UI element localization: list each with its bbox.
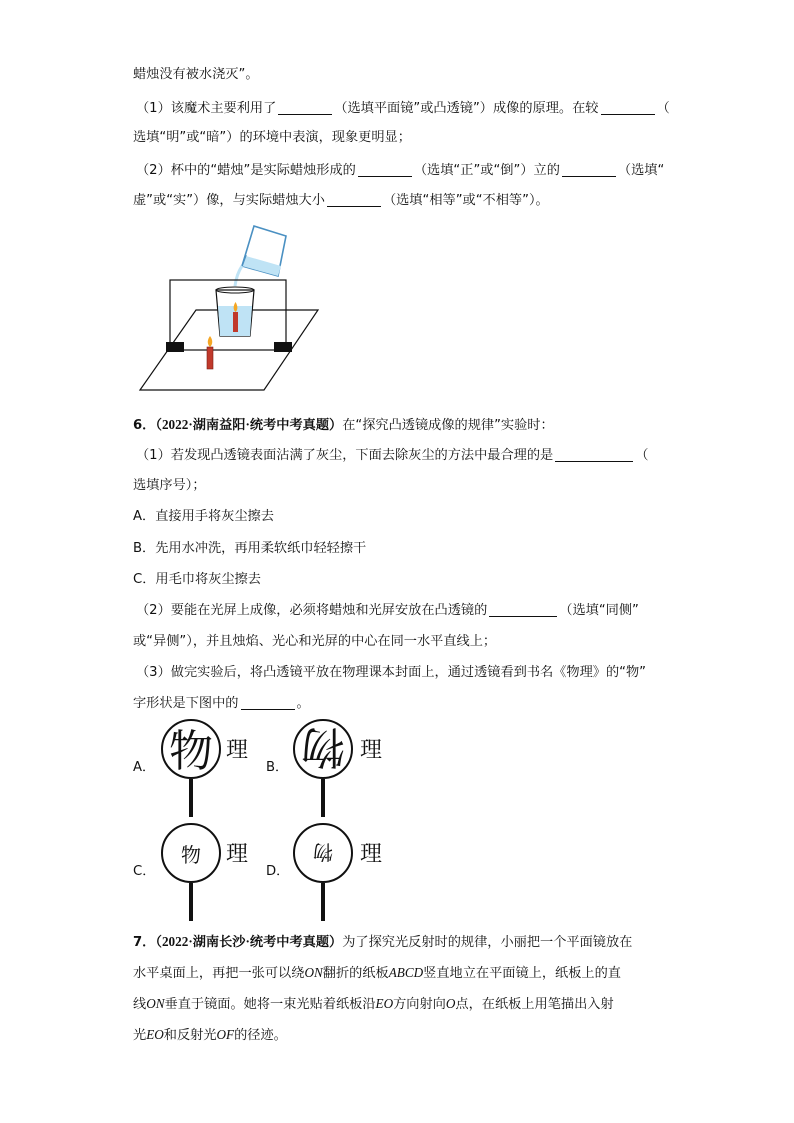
option-letter: D． (266, 864, 290, 879)
answer-blank[interactable] (601, 100, 655, 115)
q7-line2: 水平桌面上，再把一张可以绕ON翻折的纸板ABCD竖直地立在平面镜上，纸板上的直 (133, 965, 621, 981)
q7-line4: 光EO和反射光OF的径迹。 (133, 1027, 287, 1043)
clip-left (166, 342, 184, 352)
li-char: 理 (226, 738, 249, 763)
q6-part3-line1: （3）做完实验后，将凸透镜平放在物理课本封面上，通过透镜看到书名《物理》的“物” (136, 665, 646, 680)
real-candle (207, 336, 213, 369)
q6-part1-line1: （1）若发现凸透镜表面沾满了灰尘，下面去除灰尘的方法中最合理的是 （ (136, 448, 649, 463)
li-char: 理 (226, 842, 249, 867)
answer-blank[interactable] (562, 162, 616, 177)
li-char: 理 (360, 842, 383, 867)
magnifier-icon (160, 718, 224, 820)
q5-part2-line1: （2）杯中的“蜡烛”是实际蜡烛形成的 （选填“正”或“倒”）立的 （选填“ (136, 163, 665, 178)
magic-figure (136, 222, 326, 394)
q6-part2-line1: （2）要能在光屏上成像，必须将蜡烛和光屏安放在凸透镜的 （选填“同侧” (136, 603, 639, 618)
clip-right (274, 342, 292, 352)
q5-part1-line2: 选填“明”或“暗”）的环境中表演，现象更明显； (133, 130, 411, 145)
water-cup (216, 287, 254, 336)
answer-blank[interactable] (555, 447, 633, 462)
q5-part2-line2: 虚”或“实”）像，与实际蜡烛大小 （选填“相等”或“不相等”）。 (133, 193, 549, 208)
q6-part3-line2: 字形状是下图中的 。 (133, 696, 310, 711)
magnified-char: 物 (313, 840, 333, 864)
answer-blank[interactable] (327, 192, 381, 207)
q6-part2-line2: 或“异侧”），并且烛焰、光心和光屏的中心在同一水平直线上； (133, 634, 497, 649)
magnified-char: 物 (181, 843, 201, 867)
magnifier-icon (292, 822, 356, 924)
option-letter: C． (133, 864, 156, 879)
q6-option-c[interactable]: C．用毛巾将灰尘擦去 (133, 572, 261, 587)
answer-blank[interactable] (241, 695, 295, 710)
option-letter: B． (266, 760, 289, 775)
magnifier-icon (160, 822, 224, 924)
answer-blank[interactable] (278, 100, 332, 115)
q7-line3: 线ON垂直于镜面。她将一束光贴着纸板沿EO方向射向O点，在纸板上用笔描出入射 (133, 996, 614, 1012)
pouring-beaker (235, 226, 286, 286)
q6-option-a[interactable]: A．直接用手将灰尘擦去 (133, 509, 274, 524)
q5-part1-line1: （1）该魔术主要利用了 （选填平面镜”或凸透镜”）成像的原理。在较 （ (136, 101, 670, 116)
option-letter: A． (133, 760, 156, 775)
q6-header: 6．（2022·湖南益阳·统考中考真题）在“探究凸透镜成像的规律”实验时： (133, 417, 554, 433)
magnified-char: 物 (301, 721, 345, 772)
answer-blank[interactable] (358, 162, 412, 177)
text-line-1: 蜡烛没有被水浇灭”。 (133, 67, 259, 82)
magnifier-icon (292, 718, 356, 820)
q6-part1-line2: 选填序号）； (133, 478, 206, 493)
q6-option-b[interactable]: B．先用水冲洗，再用柔软纸巾轻轻擦干 (133, 541, 367, 556)
li-char: 理 (360, 738, 383, 763)
q7-header: 7．（2022·湖南长沙·统考中考真题）为了探究光反射时的规律，小丽把一个平面镜放在 (133, 934, 633, 950)
magnified-char: 物 (169, 726, 213, 777)
answer-blank[interactable] (489, 602, 557, 617)
